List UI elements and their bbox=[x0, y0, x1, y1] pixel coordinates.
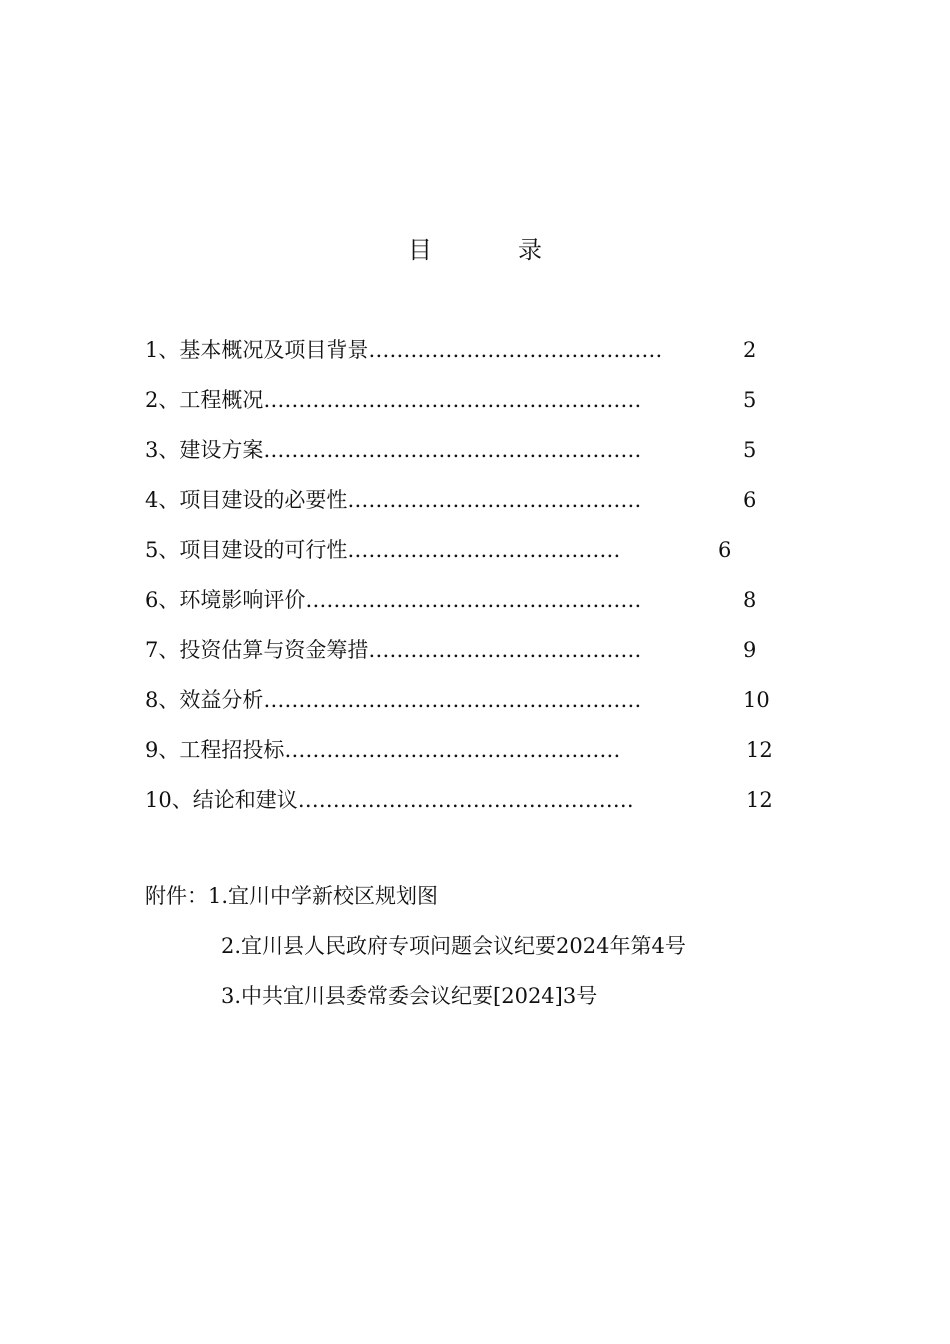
toc-page-number: 2 bbox=[743, 338, 757, 362]
toc-page-number: 8 bbox=[743, 588, 757, 612]
toc-entry[interactable] bbox=[145, 680, 770, 730]
toc-page-number: 5 bbox=[743, 388, 757, 412]
attachments-section bbox=[145, 874, 686, 1024]
toc-entry-text: 10、结论和建议………………………………………… bbox=[145, 788, 634, 812]
toc-entry-text: 5、项目建设的可行性………………………………… bbox=[145, 538, 621, 562]
toc-entry-text: 4、项目建设的必要性…………………………………… bbox=[145, 488, 642, 512]
attachment-text: 2.宜川县人民政府专项问题会议纪要2024年第4号 bbox=[221, 934, 686, 958]
toc-page-number: 10 bbox=[743, 688, 770, 712]
toc-entry[interactable] bbox=[145, 630, 765, 680]
title-char-2: 录 bbox=[518, 236, 542, 264]
toc-entry-text: 9、工程招投标………………………………………… bbox=[145, 738, 621, 762]
attachment-item bbox=[145, 974, 686, 1024]
toc-page-number: 9 bbox=[743, 638, 757, 662]
toc-entry[interactable] bbox=[145, 430, 765, 480]
toc-entry-text: 3、建设方案……………………………………………… bbox=[145, 438, 642, 462]
toc-entry[interactable] bbox=[145, 380, 765, 430]
toc-entry-text: 1、基本概况及项目背景…………………………………… bbox=[145, 338, 663, 362]
table-of-contents bbox=[145, 330, 773, 830]
toc-page-number: 12 bbox=[746, 738, 773, 762]
attachment-text: 1.宜川中学新校区规划图 bbox=[208, 884, 439, 908]
toc-entry-text: 7、投资估算与资金筹措………………………………… bbox=[145, 638, 642, 662]
toc-entry[interactable] bbox=[145, 580, 765, 630]
toc-entry[interactable] bbox=[145, 780, 773, 830]
attachment-item bbox=[145, 874, 686, 924]
attachment-item bbox=[145, 924, 686, 974]
toc-page-number: 6 bbox=[718, 538, 732, 562]
title-char-1: 目 bbox=[408, 236, 432, 264]
toc-page-number: 12 bbox=[746, 788, 773, 812]
toc-entry-text: 6、环境影响评价………………………………………… bbox=[145, 588, 642, 612]
toc-entry[interactable] bbox=[145, 730, 773, 780]
toc-entry[interactable] bbox=[145, 330, 765, 380]
toc-entry-text: 2、工程概况……………………………………………… bbox=[145, 388, 642, 412]
attachments-label: 附件： bbox=[145, 884, 208, 908]
toc-entry[interactable] bbox=[145, 530, 765, 580]
toc-page-number: 6 bbox=[743, 488, 757, 512]
page-title bbox=[0, 230, 950, 265]
toc-entry-text: 8、效益分析……………………………………………… bbox=[145, 688, 642, 712]
toc-entry[interactable] bbox=[145, 480, 765, 530]
toc-page-number: 5 bbox=[743, 438, 757, 462]
attachment-text: 3.中共宜川县委常委会议纪要[2024]3号 bbox=[221, 984, 598, 1008]
